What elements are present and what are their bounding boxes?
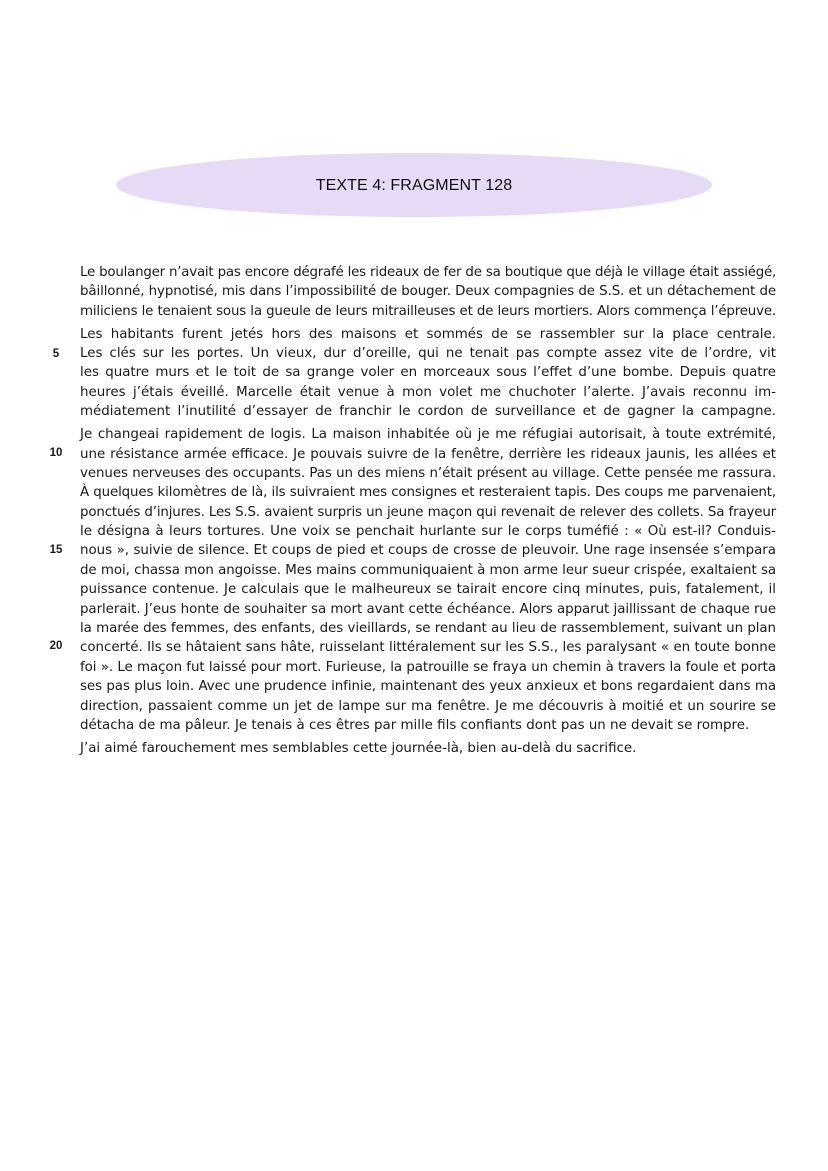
text-line: médiatement l’inutilité d’essayer de franchir le cordon de surveillance et de gagner la campagne. (80, 404, 776, 420)
line-number: 10 (49, 447, 63, 459)
text-line: le désigna à leurs tortures. Une voix se penchait hurlante sur le corps tuméfié : « Où est-il? Conduis- (80, 524, 776, 540)
text-line: ponctués d’injures. Les S.S. avaient surpris un jeune maçon qui revenait de relever des collets. Sa frayeur (80, 504, 776, 520)
text-line: ses pas plus loin. Avec une prudence infinie, maintenant des yeux anxieux et bons regardaient dans ma (80, 679, 776, 695)
text-line: concerté. Ils se hâtaient sans hâte, ruisselant littéralement sur les S.S., les paralysant « en toute bonne (80, 640, 776, 656)
text-line: puissance contenue. Je calculais que le malheureux se tairait encore cinq minutes, puis, fatalement, il (80, 582, 776, 598)
text-line: bâillonné, hypnotisé, mis dans l’impossibilité de bouger. Deux compagnies de S.S. et un détachement de (80, 284, 776, 300)
text-line: détacha de ma pâleur. Je tenais à ces êtres par mille fils confiants dont pas un ne devait se rompre. (80, 717, 750, 733)
text-line: une résistance armée efficace. Je pouvais suivre de la fenêtre, derrière les rideaux jaunis, les allées et (80, 446, 776, 462)
text-line: À quelques kilomètres de là, ils suivraient mes consignes et resteraient tapis. Des coups me parvenaient, (80, 485, 776, 501)
page-title: TEXTE 4: FRAGMENT 128 (315, 177, 513, 194)
text-line: venues nerveuses des occupants. Pas un des miens n’était présent au village. Cette pensée me rassura. (80, 465, 776, 481)
text-line: miliciens le tenaient sous la gueule de leurs mitrailleuses et de leurs mortiers. Alors commença l’épreuve. (80, 303, 776, 319)
text-line: Les habitants furent jetés hors des maisons et sommés de se rassembler sur la place centrale. (80, 326, 776, 342)
line-number: 15 (49, 544, 63, 556)
text-line: Le boulanger n’avait pas encore dégrafé les rideaux de fer de sa boutique que déjà le village était assiégé, (80, 265, 776, 280)
line-number: 20 (49, 640, 63, 652)
paragraph (80, 739, 776, 758)
text-line: foi ». Le maçon fut laissé pour mort. Furieuse, la patrouille se fraya un chemin à travers la foule et porta (80, 659, 776, 675)
body-text (80, 263, 776, 762)
paragraph (80, 425, 776, 735)
text-line: direction, passaient comme un jet de lampe sur ma fenêtre. Je me découvris à moitié et un sourire se (80, 698, 776, 714)
title-banner (116, 153, 712, 217)
line-number: 5 (52, 348, 60, 360)
text-line: J’ai aimé farouchement mes semblables cette journée-là, bien au-delà du sacrifice. (80, 740, 637, 756)
paragraph (80, 263, 776, 321)
paragraph (80, 325, 776, 422)
text-line: Les clés sur les portes. Un vieux, dur d’oreille, qui ne tenait pas compte assez vite de l’ordre, vit (80, 346, 776, 362)
text-line: la marée des femmes, des enfants, des vieillards, se rendant au lieu de rassemblement, suivant un plan (80, 621, 776, 637)
text-line: nous », suivie de silence. Et coups de pied et coups de crosse de pleuvoir. Une rage insensée s’empara (80, 543, 776, 559)
text-line: heures j’étais éveillé. Marcelle était venue à mon volet me chuchoter l’alerte. J’avais reconnu im- (80, 384, 776, 400)
text-line: parlerait. J’eus honte de souhaiter sa mort avant cette échéance. Alors apparut jaillissant de chaque rue (80, 601, 776, 617)
text-line: les quatre murs et le toit de sa grange voler en morceaux sous l’effet d’une bombe. Depuis quatre (80, 365, 776, 381)
text-line: de moi, chassa mon angoisse. Mes mains communiquaient à mon arme leur sueur crispée, exaltaient sa (80, 562, 776, 578)
text-line: Je changeai rapidement de logis. La maison inhabitée où je me réfugiai autorisait, à toute extrémité, (80, 427, 776, 443)
